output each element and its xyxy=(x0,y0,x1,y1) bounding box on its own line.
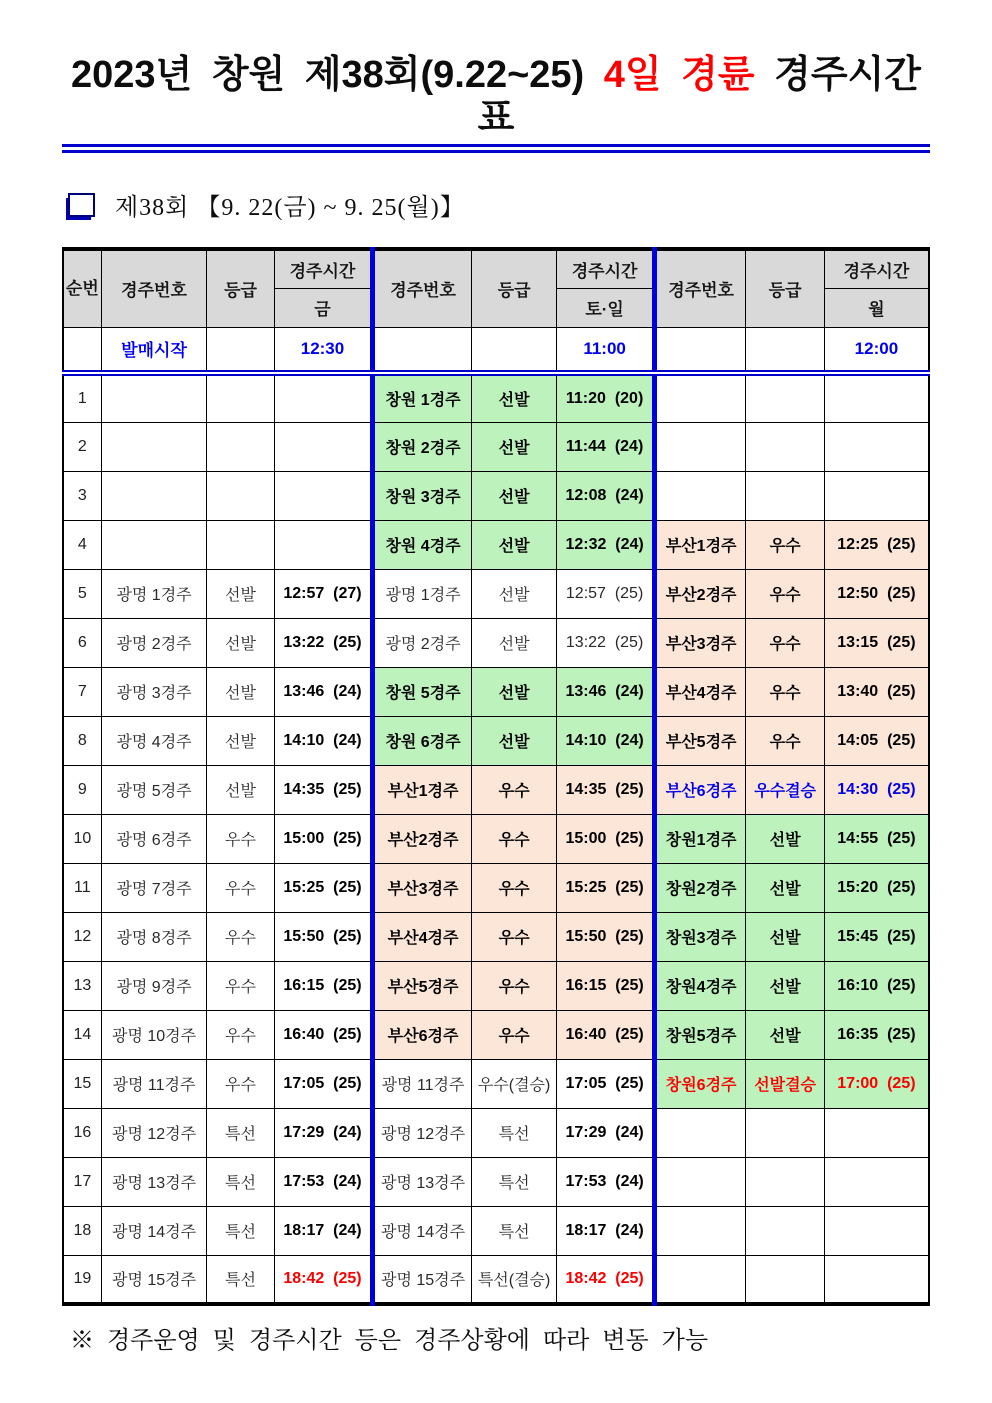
grade-cell-sat: 특선 xyxy=(471,1108,556,1157)
grade-cell-fri xyxy=(207,520,274,569)
grade-cell-mon: 선발 xyxy=(746,814,824,863)
grade-cell-mon: 우수 xyxy=(746,618,824,667)
table-row xyxy=(63,1255,929,1304)
race-time-cell-fri: 17:05 (25) xyxy=(274,1059,373,1108)
grade-cell-sat: 특선 xyxy=(471,1157,556,1206)
race-name-cell-sat: 부산4경주 xyxy=(373,912,472,961)
grade-cell-sat: 우수 xyxy=(471,863,556,912)
race-name-cell-mon xyxy=(654,1108,746,1157)
table-row xyxy=(63,1059,929,1108)
title-wrap xyxy=(62,54,930,153)
race-name-cell-fri: 광명 9경주 xyxy=(101,961,207,1010)
seq-cell: 5 xyxy=(63,569,101,618)
race-time-cell-mon: 13:40 (25) xyxy=(824,667,929,716)
table-row xyxy=(63,961,929,1010)
table-row xyxy=(63,765,929,814)
table-row xyxy=(63,1010,929,1059)
page-title-highlight: 4일 경륜 xyxy=(603,54,755,96)
race-name-cell-mon: 부산2경주 xyxy=(654,569,746,618)
grade-cell-sat: 우수 xyxy=(471,814,556,863)
seq-cell: 19 xyxy=(63,1255,101,1304)
table-row xyxy=(63,618,929,667)
grade-cell-sat: 선발 xyxy=(471,471,556,520)
grade-cell-sat: 선발 xyxy=(471,667,556,716)
race-time-cell-sat: 15:50 (25) xyxy=(557,912,655,961)
sales-empty-cell xyxy=(471,327,556,373)
race-time-cell-sat: 13:46 (24) xyxy=(557,667,655,716)
race-time-cell-fri: 17:29 (24) xyxy=(274,1108,373,1157)
grade-cell-sat: 선발 xyxy=(471,716,556,765)
grade-cell-mon: 우수 xyxy=(746,520,824,569)
header-race-no-mon: 경주번호 xyxy=(654,249,746,327)
race-name-cell-mon: 창원3경주 xyxy=(654,912,746,961)
race-name-cell-mon: 부산1경주 xyxy=(654,520,746,569)
table-row xyxy=(63,520,929,569)
race-time-cell-sat: 16:15 (25) xyxy=(557,961,655,1010)
seq-cell: 7 xyxy=(63,667,101,716)
header-race-time-mon: 경주시간 xyxy=(824,249,929,288)
race-name-cell-fri: 광명 3경주 xyxy=(101,667,207,716)
race-name-cell-fri: 광명 13경주 xyxy=(101,1157,207,1206)
race-name-cell-sat: 부산3경주 xyxy=(373,863,472,912)
table-row xyxy=(63,422,929,471)
day-label-mon: 월 xyxy=(824,288,929,327)
race-time-cell-sat: 15:00 (25) xyxy=(557,814,655,863)
page-title xyxy=(62,54,930,153)
race-name-cell-mon xyxy=(654,471,746,520)
race-time-cell-fri: 16:40 (25) xyxy=(274,1010,373,1059)
table-row xyxy=(63,912,929,961)
grade-cell-sat: 우수 xyxy=(471,961,556,1010)
race-time-cell-fri: 13:22 (25) xyxy=(274,618,373,667)
race-time-cell-sat: 13:22 (25) xyxy=(557,618,655,667)
race-time-cell-fri xyxy=(274,520,373,569)
seq-cell: 14 xyxy=(63,1010,101,1059)
sales-empty-cell xyxy=(207,327,274,373)
seq-cell: 6 xyxy=(63,618,101,667)
header-grade-mon: 등급 xyxy=(746,249,824,327)
seq-cell: 13 xyxy=(63,961,101,1010)
grade-cell-mon: 우수 xyxy=(746,716,824,765)
race-time-cell-fri: 18:42 (25) xyxy=(274,1255,373,1304)
race-name-cell-sat: 광명 13경주 xyxy=(373,1157,472,1206)
race-name-cell-fri: 광명 4경주 xyxy=(101,716,207,765)
race-name-cell-mon: 창원4경주 xyxy=(654,961,746,1010)
race-name-cell-sat: 창원 3경주 xyxy=(373,471,472,520)
round-subtitle: 제38회 【9. 22(금) ~ 9. 25(월)】 xyxy=(115,195,465,222)
page-title-part1: 2023년 창원 제38회(9.22~25) xyxy=(71,54,604,96)
race-name-cell-sat: 부산5경주 xyxy=(373,961,472,1010)
header-race-no-satsun: 경주번호 xyxy=(373,249,472,327)
race-name-cell-mon: 창원1경주 xyxy=(654,814,746,863)
seq-cell: 1 xyxy=(63,373,101,422)
race-name-cell-mon: 부산6경주 xyxy=(654,765,746,814)
race-time-cell-sat: 12:32 (24) xyxy=(557,520,655,569)
race-name-cell-sat: 광명 14경주 xyxy=(373,1206,472,1255)
race-time-cell-fri: 14:35 (25) xyxy=(274,765,373,814)
race-name-cell-mon xyxy=(654,422,746,471)
checkbox-icon xyxy=(68,193,95,217)
table-row xyxy=(63,814,929,863)
grade-cell-sat: 우수 xyxy=(471,912,556,961)
race-name-cell-fri: 광명 11경주 xyxy=(101,1059,207,1108)
race-time-cell-mon: 15:45 (25) xyxy=(824,912,929,961)
race-time-cell-mon xyxy=(824,471,929,520)
race-time-cell-sat: 18:42 (25) xyxy=(557,1255,655,1304)
seq-cell: 12 xyxy=(63,912,101,961)
grade-cell-mon: 선발 xyxy=(746,1010,824,1059)
sales-start-label: 발매시작 xyxy=(101,327,207,373)
race-name-cell-mon xyxy=(654,1206,746,1255)
grade-cell-sat: 선발 xyxy=(471,520,556,569)
race-time-cell-fri xyxy=(274,373,373,422)
race-name-cell-fri xyxy=(101,520,207,569)
race-time-cell-sat: 11:20 (20) xyxy=(557,373,655,422)
seq-cell: 17 xyxy=(63,1157,101,1206)
grade-cell-mon xyxy=(746,1157,824,1206)
grade-cell-mon xyxy=(746,422,824,471)
table-row xyxy=(63,1157,929,1206)
sales-time-satsun: 11:00 xyxy=(557,327,655,373)
race-time-cell-mon: 12:25 (25) xyxy=(824,520,929,569)
race-time-cell-sat: 14:10 (24) xyxy=(557,716,655,765)
race-name-cell-fri: 광명 8경주 xyxy=(101,912,207,961)
grade-cell-sat: 우수 xyxy=(471,765,556,814)
race-time-cell-mon: 14:05 (25) xyxy=(824,716,929,765)
grade-cell-mon xyxy=(746,1108,824,1157)
race-name-cell-sat: 창원 4경주 xyxy=(373,520,472,569)
table-row xyxy=(63,1206,929,1255)
race-name-cell-fri: 광명 14경주 xyxy=(101,1206,207,1255)
grade-cell-fri: 선발 xyxy=(207,618,274,667)
grade-cell-mon xyxy=(746,1255,824,1304)
race-time-cell-mon xyxy=(824,422,929,471)
grade-cell-mon: 우수 xyxy=(746,667,824,716)
sales-time-mon: 12:00 xyxy=(824,327,929,373)
race-name-cell-fri: 광명 5경주 xyxy=(101,765,207,814)
race-name-cell-fri xyxy=(101,471,207,520)
table-row xyxy=(63,1108,929,1157)
race-name-cell-fri: 광명 6경주 xyxy=(101,814,207,863)
race-time-cell-mon: 15:20 (25) xyxy=(824,863,929,912)
grade-cell-fri: 특선 xyxy=(207,1206,274,1255)
grade-cell-sat: 선발 xyxy=(471,569,556,618)
race-name-cell-mon xyxy=(654,1157,746,1206)
table-row xyxy=(63,373,929,422)
table-row xyxy=(63,716,929,765)
grade-cell-mon xyxy=(746,1206,824,1255)
page-title-part2: 경주시간표 xyxy=(477,54,921,139)
sales-empty-cell xyxy=(654,327,746,373)
table-row xyxy=(63,569,929,618)
grade-cell-mon: 선발 xyxy=(746,863,824,912)
table-row xyxy=(63,863,929,912)
grade-cell-fri: 우수 xyxy=(207,863,274,912)
race-name-cell-fri: 광명 2경주 xyxy=(101,618,207,667)
seq-cell: 18 xyxy=(63,1206,101,1255)
grade-cell-fri: 선발 xyxy=(207,569,274,618)
race-name-cell-fri: 광명 1경주 xyxy=(101,569,207,618)
sales-time-fri: 12:30 xyxy=(274,327,373,373)
race-time-cell-mon xyxy=(824,1255,929,1304)
schedule-table xyxy=(62,247,930,1306)
race-time-cell-mon: 13:15 (25) xyxy=(824,618,929,667)
header-grade-satsun: 등급 xyxy=(471,249,556,327)
race-time-cell-fri xyxy=(274,422,373,471)
seq-cell: 8 xyxy=(63,716,101,765)
race-time-cell-sat: 12:08 (24) xyxy=(557,471,655,520)
race-time-cell-mon xyxy=(824,1206,929,1255)
race-name-cell-sat: 광명 1경주 xyxy=(373,569,472,618)
race-name-cell-mon: 창원2경주 xyxy=(654,863,746,912)
subtitle-row xyxy=(68,187,930,222)
race-name-cell-sat: 창원 6경주 xyxy=(373,716,472,765)
day-label-fri: 금 xyxy=(274,288,373,327)
sales-empty-cell xyxy=(746,327,824,373)
race-time-cell-mon: 14:55 (25) xyxy=(824,814,929,863)
race-name-cell-mon: 부산5경주 xyxy=(654,716,746,765)
race-name-cell-sat: 부산2경주 xyxy=(373,814,472,863)
race-time-cell-mon: 16:10 (25) xyxy=(824,961,929,1010)
race-name-cell-sat: 광명 11경주 xyxy=(373,1059,472,1108)
sales-empty-cell xyxy=(63,327,101,373)
seq-cell: 15 xyxy=(63,1059,101,1108)
race-time-cell-fri: 17:53 (24) xyxy=(274,1157,373,1206)
table-row xyxy=(63,471,929,520)
grade-cell-mon: 우수결승 xyxy=(746,765,824,814)
race-name-cell-mon xyxy=(654,1255,746,1304)
seq-cell: 11 xyxy=(63,863,101,912)
grade-cell-fri xyxy=(207,422,274,471)
race-time-cell-fri: 18:17 (24) xyxy=(274,1206,373,1255)
race-name-cell-fri: 광명 15경주 xyxy=(101,1255,207,1304)
grade-cell-mon: 선발 xyxy=(746,912,824,961)
race-name-cell-fri: 광명 10경주 xyxy=(101,1010,207,1059)
race-name-cell-mon: 창원6경주 xyxy=(654,1059,746,1108)
header-seq: 순번 xyxy=(63,249,101,327)
race-time-cell-sat: 17:05 (25) xyxy=(557,1059,655,1108)
race-name-cell-mon: 부산3경주 xyxy=(654,618,746,667)
race-time-cell-sat: 18:17 (24) xyxy=(557,1206,655,1255)
grade-cell-fri xyxy=(207,373,274,422)
header-race-no-fri: 경주번호 xyxy=(101,249,207,327)
race-time-cell-sat: 12:57 (25) xyxy=(557,569,655,618)
grade-cell-mon xyxy=(746,373,824,422)
race-time-cell-sat: 17:53 (24) xyxy=(557,1157,655,1206)
grade-cell-fri: 선발 xyxy=(207,765,274,814)
race-name-cell-mon xyxy=(654,373,746,422)
race-time-cell-fri: 16:15 (25) xyxy=(274,961,373,1010)
race-name-cell-sat: 부산6경주 xyxy=(373,1010,472,1059)
race-name-cell-fri xyxy=(101,422,207,471)
race-time-cell-sat: 17:29 (24) xyxy=(557,1108,655,1157)
race-time-cell-fri: 15:00 (25) xyxy=(274,814,373,863)
grade-cell-mon xyxy=(746,471,824,520)
grade-cell-sat: 특선(결승) xyxy=(471,1255,556,1304)
race-time-cell-mon xyxy=(824,1157,929,1206)
grade-cell-sat: 우수(결승) xyxy=(471,1059,556,1108)
seq-cell: 9 xyxy=(63,765,101,814)
seq-cell: 2 xyxy=(63,422,101,471)
grade-cell-fri: 특선 xyxy=(207,1157,274,1206)
race-time-cell-fri xyxy=(274,471,373,520)
race-time-cell-mon xyxy=(824,373,929,422)
race-time-cell-sat: 15:25 (25) xyxy=(557,863,655,912)
grade-cell-sat: 선발 xyxy=(471,618,556,667)
schedule-body xyxy=(63,373,929,1304)
footnote: ※ 경주운영 및 경주시간 등은 경주상황에 따라 변동 가능 xyxy=(70,1328,709,1355)
grade-cell-sat: 우수 xyxy=(471,1010,556,1059)
race-name-cell-sat: 창원 2경주 xyxy=(373,422,472,471)
race-name-cell-fri xyxy=(101,373,207,422)
race-time-cell-sat: 16:40 (25) xyxy=(557,1010,655,1059)
grade-cell-fri: 우수 xyxy=(207,1059,274,1108)
table-row xyxy=(63,667,929,716)
grade-cell-fri: 특선 xyxy=(207,1108,274,1157)
race-time-cell-sat: 11:44 (24) xyxy=(557,422,655,471)
race-name-cell-mon: 창원5경주 xyxy=(654,1010,746,1059)
seq-cell: 4 xyxy=(63,520,101,569)
seq-cell: 3 xyxy=(63,471,101,520)
seq-cell: 16 xyxy=(63,1108,101,1157)
grade-cell-sat: 특선 xyxy=(471,1206,556,1255)
grade-cell-sat: 선발 xyxy=(471,373,556,422)
grade-cell-fri: 특선 xyxy=(207,1255,274,1304)
race-time-cell-mon: 16:35 (25) xyxy=(824,1010,929,1059)
grade-cell-fri: 우수 xyxy=(207,814,274,863)
header-row-1 xyxy=(63,249,929,288)
grade-cell-fri: 선발 xyxy=(207,667,274,716)
race-name-cell-fri: 광명 12경주 xyxy=(101,1108,207,1157)
race-name-cell-sat: 광명 15경주 xyxy=(373,1255,472,1304)
race-name-cell-fri: 광명 7경주 xyxy=(101,863,207,912)
day-label-satsun: 토·일 xyxy=(557,288,655,327)
race-name-cell-mon: 부산4경주 xyxy=(654,667,746,716)
grade-cell-fri: 선발 xyxy=(207,716,274,765)
race-time-cell-sat: 14:35 (25) xyxy=(557,765,655,814)
grade-cell-fri xyxy=(207,471,274,520)
race-time-cell-fri: 15:25 (25) xyxy=(274,863,373,912)
header-race-time-satsun: 경주시간 xyxy=(557,249,655,288)
race-name-cell-sat: 창원 5경주 xyxy=(373,667,472,716)
header-race-time-fri: 경주시간 xyxy=(274,249,373,288)
race-time-cell-mon: 14:30 (25) xyxy=(824,765,929,814)
grade-cell-mon: 선발결승 xyxy=(746,1059,824,1108)
race-time-cell-fri: 13:46 (24) xyxy=(274,667,373,716)
grade-cell-fri: 우수 xyxy=(207,961,274,1010)
race-time-cell-fri: 12:57 (27) xyxy=(274,569,373,618)
race-time-cell-mon: 12:50 (25) xyxy=(824,569,929,618)
seq-cell: 10 xyxy=(63,814,101,863)
grade-cell-sat: 선발 xyxy=(471,422,556,471)
race-name-cell-sat: 광명 2경주 xyxy=(373,618,472,667)
race-time-cell-fri: 15:50 (25) xyxy=(274,912,373,961)
sales-start-row xyxy=(63,327,929,373)
header-grade-fri: 등급 xyxy=(207,249,274,327)
race-name-cell-sat: 부산1경주 xyxy=(373,765,472,814)
grade-cell-mon: 선발 xyxy=(746,961,824,1010)
grade-cell-mon: 우수 xyxy=(746,569,824,618)
race-name-cell-sat: 창원 1경주 xyxy=(373,373,472,422)
race-name-cell-sat: 광명 12경주 xyxy=(373,1108,472,1157)
grade-cell-fri: 우수 xyxy=(207,912,274,961)
sales-empty-cell xyxy=(373,327,472,373)
race-time-cell-mon: 17:00 (25) xyxy=(824,1059,929,1108)
grade-cell-fri: 우수 xyxy=(207,1010,274,1059)
race-time-cell-fri: 14:10 (24) xyxy=(274,716,373,765)
race-time-cell-mon xyxy=(824,1108,929,1157)
